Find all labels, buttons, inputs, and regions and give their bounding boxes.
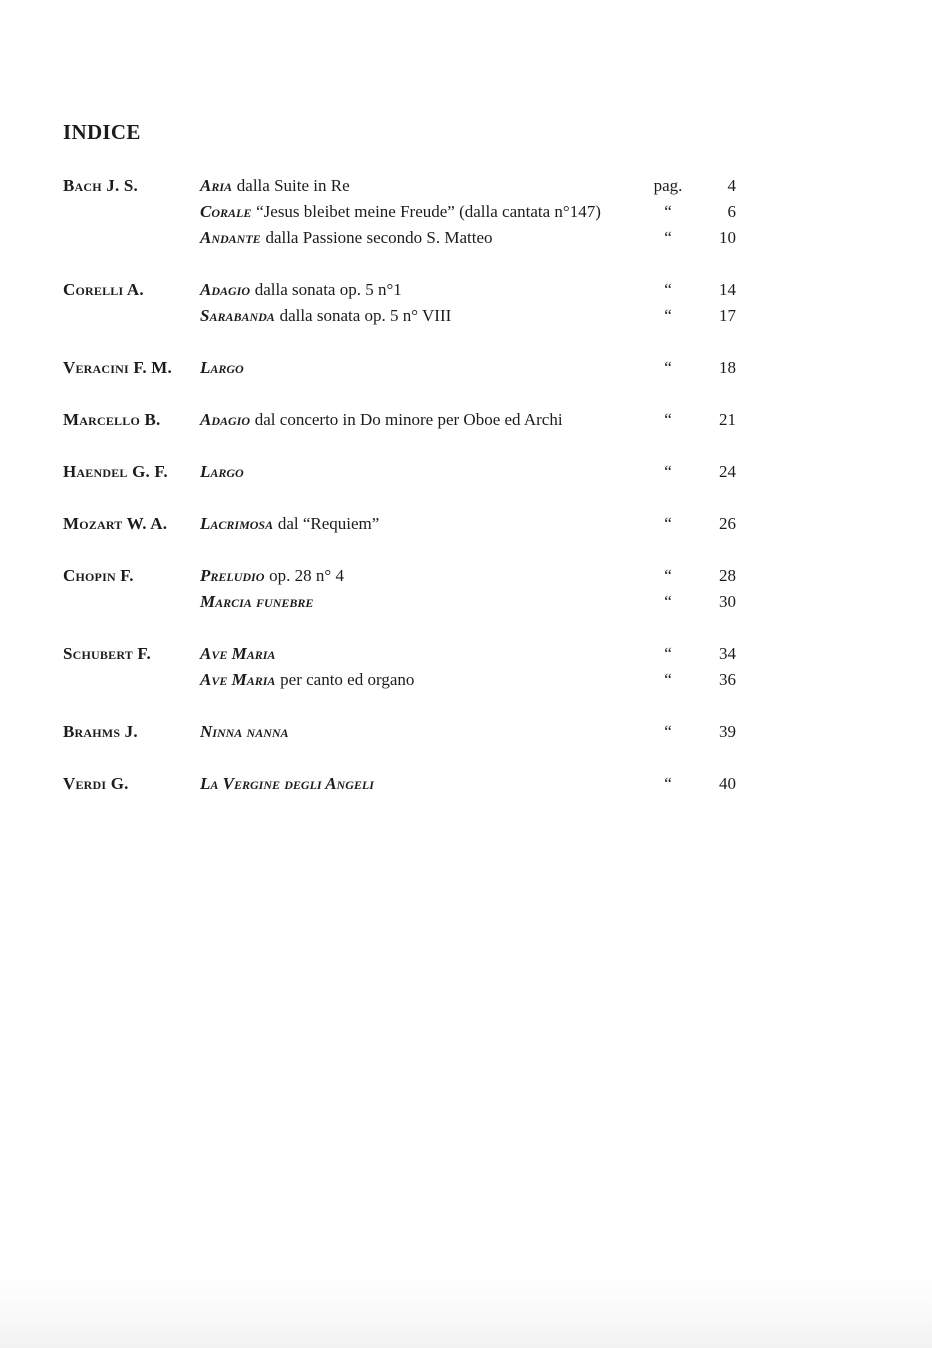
index-group-chopin xyxy=(63,563,736,615)
page-number: 10 xyxy=(719,228,736,247)
work-entry xyxy=(200,173,645,199)
work-entry xyxy=(200,459,645,485)
ditto-mark: “ xyxy=(664,514,672,533)
work-title: La Vergine degli Angeli xyxy=(200,774,374,793)
ditto-mark: “ xyxy=(664,202,672,221)
work-entry xyxy=(200,303,645,329)
page-number: 21 xyxy=(719,410,736,429)
work-description: per canto ed organo xyxy=(280,670,415,689)
index-group-bach xyxy=(63,173,736,251)
work-title: Ave Maria xyxy=(200,644,276,663)
work-description: dal “Requiem” xyxy=(277,514,380,533)
composer-name: Marcello B. xyxy=(63,410,161,429)
index-row xyxy=(63,459,736,485)
page-number: 14 xyxy=(719,280,736,299)
page-number: 6 xyxy=(727,202,736,221)
index-row xyxy=(63,589,736,615)
index-group-verdi xyxy=(63,771,736,797)
composer-name: Veracini F. M. xyxy=(63,358,172,377)
work-title: Adagio xyxy=(200,410,251,429)
work-title: Largo xyxy=(200,358,244,377)
index-row xyxy=(63,407,736,433)
work-title: Ave Maria xyxy=(200,670,276,689)
composer-name: Haendel G. F. xyxy=(63,462,168,481)
ditto-mark: “ xyxy=(664,410,672,429)
index-group-corelli xyxy=(63,277,736,329)
composer-name: Corelli A. xyxy=(63,280,144,299)
ditto-mark: “ xyxy=(664,644,672,663)
composer-name: Mozart W. A. xyxy=(63,514,168,533)
composer-name-empty xyxy=(63,225,200,251)
page-number: 34 xyxy=(719,644,736,663)
work-entry xyxy=(200,407,645,433)
work-title: Preludio xyxy=(200,566,265,585)
composer-name-empty xyxy=(63,589,200,615)
index-row xyxy=(63,563,736,589)
work-entry xyxy=(200,511,645,537)
work-description: dalla Suite in Re xyxy=(236,176,350,195)
index-group-mozart xyxy=(63,511,736,537)
index-row xyxy=(63,173,736,199)
index-row xyxy=(63,277,736,303)
page-number: 24 xyxy=(719,462,736,481)
work-entry xyxy=(200,719,645,745)
ditto-mark: “ xyxy=(664,358,672,377)
work-entry xyxy=(200,355,645,381)
index-row xyxy=(63,303,736,329)
page-number: 39 xyxy=(719,722,736,741)
work-title: Adagio xyxy=(200,280,251,299)
work-description: dalla sonata op. 5 n° VIII xyxy=(279,306,452,325)
work-title: Marcia funebre xyxy=(200,592,314,611)
scan-bottom-shadow xyxy=(0,1276,932,1348)
ditto-mark: “ xyxy=(664,774,672,793)
composer-name-empty xyxy=(63,667,200,693)
composer-name: Bach J. S. xyxy=(63,176,138,195)
ditto-mark: “ xyxy=(664,670,672,689)
page-number: 30 xyxy=(719,592,736,611)
ditto-mark: “ xyxy=(664,592,672,611)
composer-name: Schubert F. xyxy=(63,644,151,663)
composer-name: Chopin F. xyxy=(63,566,134,585)
work-entry xyxy=(200,667,645,693)
work-description: dalla sonata op. 5 n°1 xyxy=(254,280,402,299)
work-title: Sarabanda xyxy=(200,306,275,325)
index-row xyxy=(63,225,736,251)
page-number: 4 xyxy=(727,176,736,195)
work-description: op. 28 n° 4 xyxy=(269,566,344,585)
page-column-mark: pag. xyxy=(653,176,683,195)
ditto-mark: “ xyxy=(664,566,672,585)
ditto-mark: “ xyxy=(664,280,672,299)
work-entry xyxy=(200,641,645,667)
page-title: INDICE xyxy=(63,120,141,144)
index-group-haendel xyxy=(63,459,736,485)
composer-name-empty xyxy=(63,303,200,329)
ditto-mark: “ xyxy=(664,228,672,247)
composer-name: Brahms J. xyxy=(63,722,138,741)
index-row xyxy=(63,511,736,537)
work-title: Corale xyxy=(200,202,252,221)
page-number: 40 xyxy=(719,774,736,793)
work-entry xyxy=(200,199,645,225)
page-number: 18 xyxy=(719,358,736,377)
work-entry xyxy=(200,225,645,251)
work-entry xyxy=(200,563,645,589)
work-description: dalla Passione secondo S. Matteo xyxy=(265,228,493,247)
work-description: dal concerto in Do minore per Oboe ed Archi xyxy=(254,410,563,429)
work-entry xyxy=(200,277,645,303)
page-number: 17 xyxy=(719,306,736,325)
index-row xyxy=(63,771,736,797)
composer-name-empty xyxy=(63,199,200,225)
work-entry xyxy=(200,771,645,797)
index-group-marcello xyxy=(63,407,736,433)
work-title: Aria xyxy=(200,176,233,195)
work-title: Ninna nanna xyxy=(200,722,289,741)
work-description: “Jesus bleibet meine Freude” (dalla cantata n°147) xyxy=(256,202,601,221)
work-title: Andante xyxy=(200,228,261,247)
index-group-veracini xyxy=(63,355,736,381)
ditto-mark: “ xyxy=(664,722,672,741)
index-group-brahms xyxy=(63,719,736,745)
index-row xyxy=(63,199,736,225)
ditto-mark: “ xyxy=(664,306,672,325)
composer-name: Verdi G. xyxy=(63,774,129,793)
ditto-mark: “ xyxy=(664,462,672,481)
index-row xyxy=(63,355,736,381)
work-entry xyxy=(200,589,645,615)
index-row xyxy=(63,641,736,667)
index-group-schubert xyxy=(63,641,736,693)
index-row xyxy=(63,667,736,693)
page-number: 36 xyxy=(719,670,736,689)
page-number: 28 xyxy=(719,566,736,585)
page-number: 26 xyxy=(719,514,736,533)
index-content xyxy=(63,121,736,823)
work-title: Largo xyxy=(200,462,244,481)
work-title: Lacrimosa xyxy=(200,514,274,533)
index-row xyxy=(63,719,736,745)
index-table xyxy=(63,173,736,797)
